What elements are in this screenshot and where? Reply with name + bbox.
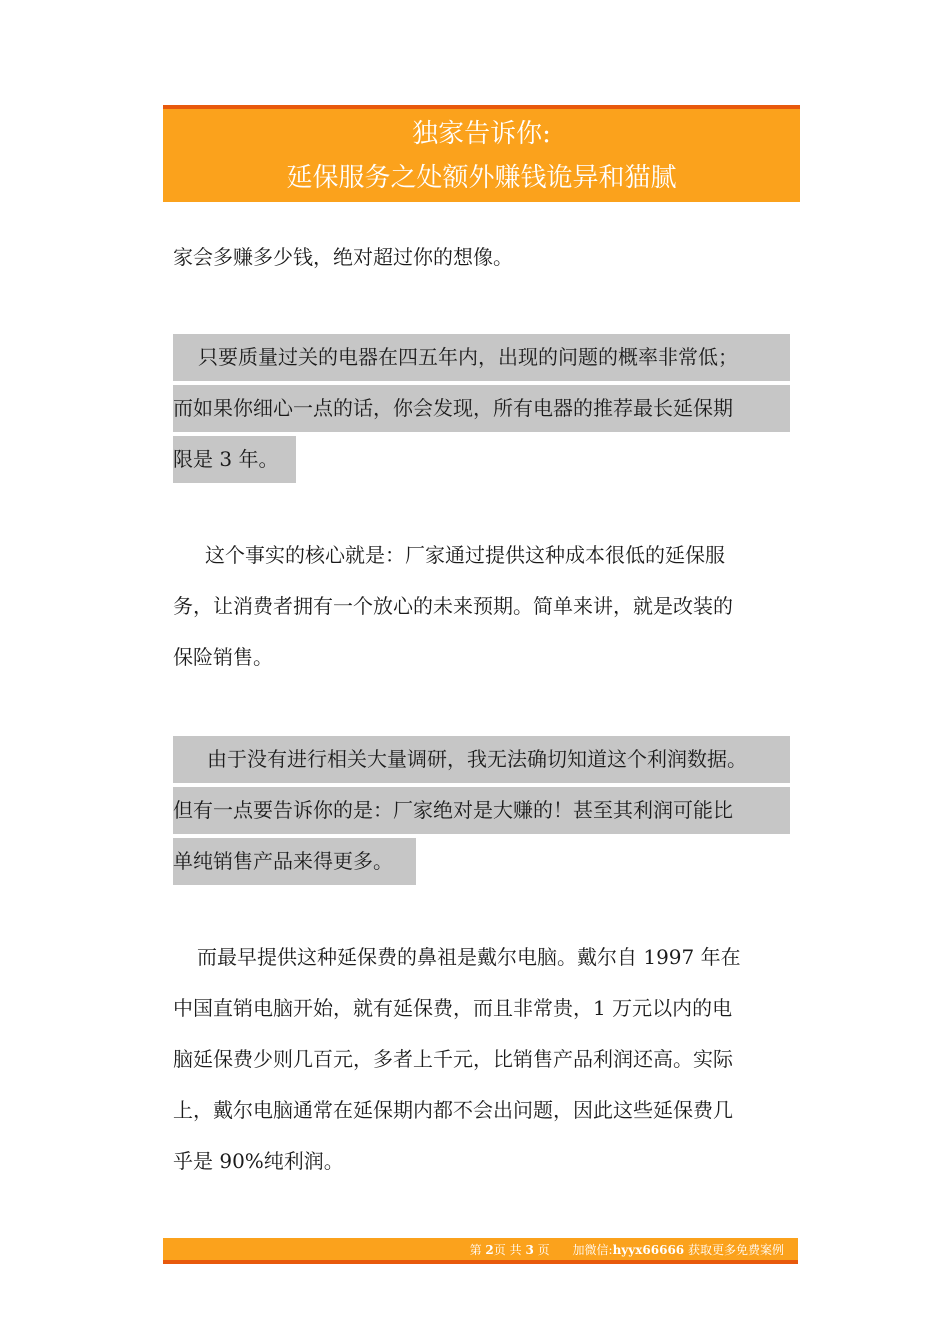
paragraph-line: 这个事实的核心就是：厂家通过提供这种成本很低的延保服 [205,543,725,567]
paragraph-4-highlighted [173,734,790,887]
highlighted-line: 单纯销售产品来得更多。 [173,836,790,887]
paragraph-line: 而最早提供这种延保费的鼻祖是戴尔电脑。戴尔自 1997 年在 [197,945,741,969]
footer-bar [163,1241,798,1260]
paragraph-line: 务，让消费者拥有一个放心的未来预期。简单来讲，就是改装的 [173,594,733,618]
total-pages: 3 [525,1243,534,1257]
wechat-id: hyyx66666 [612,1243,685,1257]
highlighted-line: 只要质量过关的电器在四五年内，出现的问题的概率非常低； [173,332,790,383]
footer-text: 第 2页 共 3 页 加微信:hyyx66666 获取更多免费案例 [469,1243,784,1257]
paragraph-3 [173,530,790,683]
title-banner [163,105,800,202]
paragraph-line: 家会多赚多少钱，绝对超过你的想像。 [173,245,513,269]
paragraph-line: 中国直销电脑开始，就有延保费，而且非常贵，1 万元以内的电 [173,996,733,1020]
paragraph-5 [173,932,790,1187]
highlighted-line: 由于没有进行相关大量调研，我无法确切知道这个利润数据。 [173,734,790,785]
paragraph-line: 保险销售。 [173,645,273,669]
title-line-2: 延保服务之处额外赚钱诡异和猫腻 [286,163,677,193]
highlighted-line: 而如果你细心一点的话，你会发现，所有电器的推荐最长延保期 [173,383,790,434]
paragraph-line: 乎是 90%纯利润。 [173,1149,344,1173]
footer-divider [163,1260,798,1264]
paragraph-1 [173,232,790,283]
paragraph-2-highlighted [173,332,790,485]
paragraph-line: 脑延保费少则几百元，多者上千元，比销售产品利润还高。实际 [173,1047,733,1071]
highlighted-line: 限是 3 年。 [173,434,790,485]
current-page-number: 2 [485,1243,494,1257]
paragraph-line: 上，戴尔电脑通常在延保期内都不会出问题，因此这些延保费几 [173,1098,733,1122]
highlighted-line: 但有一点要告诉你的是：厂家绝对是大赚的！甚至其利润可能比 [173,785,790,836]
title-line-1: 独家告诉你: [412,119,551,149]
